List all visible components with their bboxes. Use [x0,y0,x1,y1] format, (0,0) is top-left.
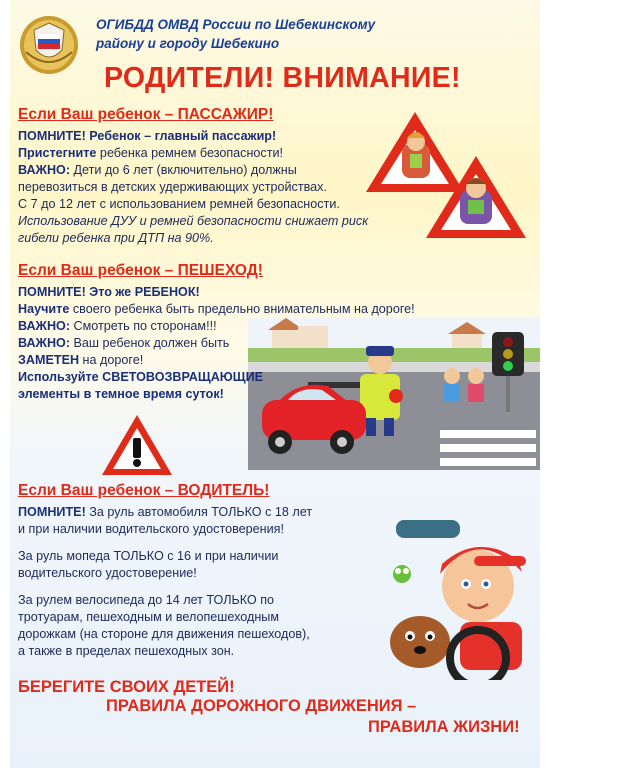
footer-line-2: ПРАВИЛА ДОРОЖНОГО ДВИЖЕНИЯ – [106,697,417,715]
page-title: РОДИТЕЛИ! ВНИМАНИЕ! [104,62,461,94]
traffic-police-emblem-icon [18,12,80,78]
pedestrian-header: Если Ваш ребенок – ПЕШЕХОД! [18,262,263,279]
passenger-line-5: С 7 до 12 лет с использованием ремней безопасности. [18,197,340,211]
driver-line-2: и при наличии водительского удостоверения! [18,522,284,536]
pedestrian-line-7: элементы в темное время суток! [18,387,224,401]
pedestrian-line-3: ВАЖНО: Смотреть по сторонам!!! [18,319,217,333]
organization-name [96,15,426,53]
pedestrian-line-6: Используйте СВЕТОВОЗВРАЩАЮЩИЕ [18,370,264,384]
child-driver-icon [378,512,538,680]
pedestrian-line-1: ПОМНИТЕ! Это же РЕБЕНОК! [18,285,200,299]
poster [10,0,540,768]
pedestrian-line-5: ЗАМЕТЕН на дороге! [18,353,144,367]
passenger-header: Если Ваш ребенок – ПАССАЖИР! [18,106,274,123]
passenger-line-6: Использование ДУУ и ремней безопасности снижает риск [18,214,369,228]
child-seat-signs-icon [360,108,530,248]
driver-line-3: За руль мопеда ТОЛЬКО с 16 и при наличии [18,549,279,563]
driver-header: Если Ваш ребенок – ВОДИТЕЛЬ! [18,482,270,499]
footer-line-1: БЕРЕГИТЕ СВОИХ ДЕТЕЙ! [18,678,235,696]
pedestrian-line-2: Научите своего ребенка быть предельно внимательным на дороге! [18,302,415,316]
passenger-line-2: Пристегните ребенка ремнем безопасности! [18,146,284,160]
driver-line-5: За рулем велосипеда до 14 лет ТОЛЬКО по [18,593,275,607]
passenger-line-7: гибели ребенка при ДТП на 90%. [18,231,214,245]
driver-text [18,504,312,660]
organization-line-2: району и городу Шебекино [96,36,280,51]
passenger-line-4: перевозиться в детских удерживающих устройствах. [18,180,327,194]
passenger-line-3: ВАЖНО: Дети до 6 лет (включительно) должны [18,163,297,177]
organization-line-1: ОГИБДД ОМВД России по Шебекинскому [96,17,376,32]
passenger-text [18,128,368,247]
driver-line-7: дорожкам (на стороне для движения пешеходов), [18,627,310,641]
driver-line-8: а также в пределах пешеходных зон. [18,644,235,658]
pedestrian-line-4: ВАЖНО: Ваш ребенок должен быть [18,336,230,350]
driver-line-6: тротуарам, пешеходным и велопешеходным [18,610,279,624]
pedestrian-text [18,284,415,403]
footer-line-3: ПРАВИЛА ЖИЗНИ! [368,718,520,736]
warning-sign-icon [100,412,174,478]
driver-line-1: ПОМНИТЕ! За руль автомобиля ТОЛЬКО с 18 лет [18,505,313,519]
passenger-line-1: ПОМНИТЕ! Ребенок – главный пассажир! [18,129,277,143]
driver-line-4: водительского удостоверение! [18,566,197,580]
